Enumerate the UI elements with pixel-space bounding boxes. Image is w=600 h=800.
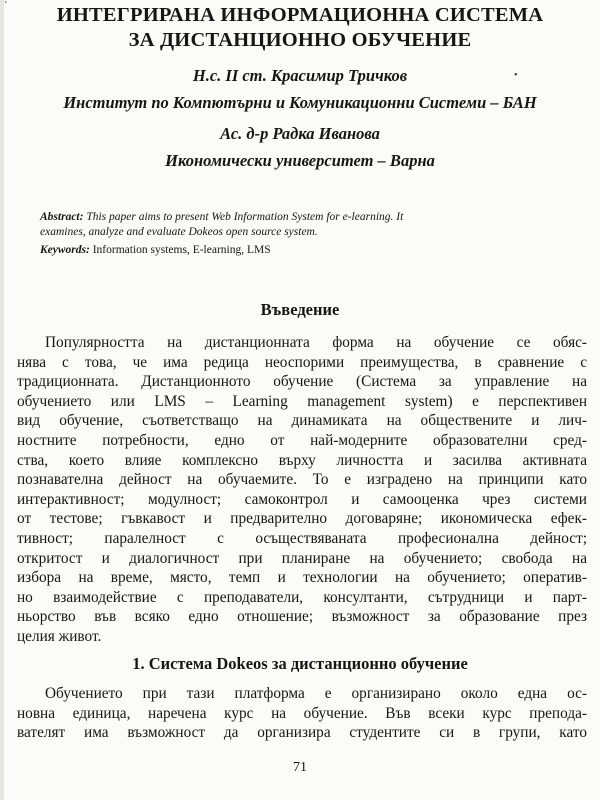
author-2-name: Ас. д-р Радка Иванова xyxy=(220,124,380,143)
abstract xyxy=(40,210,570,240)
section-heading-introduction: Въведение xyxy=(260,300,340,319)
paragraph-line: от тестове; гъвкавост и предварително договаряне; икономическа ефек- xyxy=(17,510,587,528)
paragraph-line: вид обучение, съответстващо на динамиката на обществените и лич- xyxy=(17,412,587,430)
paragraph-line: Популярността на дистанционната форма на обучение се обяс- xyxy=(45,334,587,351)
paragraph-line: интерактивност; модулност; самоконтрол и самооценка чрез системи xyxy=(17,490,587,508)
paper-title-line-2: ЗА ДИСТАНЦИОННО ОБУЧЕНИЕ xyxy=(128,29,472,51)
paragraph-line: традиционната. Дистанционното обучение (Система за управление на xyxy=(17,373,587,391)
paragraph-line: Обучението при тази платформа е организирано около една ос- xyxy=(45,685,587,702)
paragraph-line: но взаимодействие с преподаватели, консултанти, сътрудници и парт- xyxy=(17,588,587,606)
paragraph-line: обучението или LMS – Learning management system) е перспективен xyxy=(17,392,587,410)
paragraph-line: откритост и диалогичност при планиране на обучението; свобода на xyxy=(17,549,587,567)
keywords-text: Information systems, E-learning, LMS xyxy=(89,244,271,256)
paper-title-line-1: ИНТЕГРИРАНА ИНФОРМАЦИОННА СИСТЕМА xyxy=(56,4,544,26)
paragraph-line: вателят има възможност да организира студентите си в групи, като xyxy=(17,724,587,742)
author-1-name: Н.с. II ст. Красимир Тричков xyxy=(192,66,408,85)
keywords-label: Keywords: xyxy=(40,244,90,256)
keywords xyxy=(40,243,570,258)
section-heading-dokeos: 1. Система Dokeos за дистанционно обучение xyxy=(132,654,468,673)
paragraph-line: ностните потребности, едно от най-модерните образователни сред- xyxy=(17,432,587,449)
abstract-text-line-1: This paper aims to present Web Information System for e-learning. It xyxy=(83,211,404,223)
paragraph-line: ньорство във всяко едно отношение; възможност за образование през xyxy=(17,608,587,626)
scan-mark-top-left: ' xyxy=(5,0,7,11)
paragraph-line: целия живот. xyxy=(17,628,102,645)
scan-mark-top-right: • xyxy=(514,70,518,81)
author-1-affiliation: Институт по Компютърни и Комуникационни Системи – БАН xyxy=(63,93,537,112)
page-number: 71 xyxy=(293,760,307,775)
paragraph-line: нява с това, че има редица неоспорими преимущества, в сравнение с xyxy=(17,353,587,371)
abstract-label: Abstract: xyxy=(40,211,84,223)
paragraph-line: ства, което влияе комплексно върху личността и засилва активната xyxy=(17,451,587,469)
abstract-text-line-2: examines, analyze and evaluate Dokeos open source system. xyxy=(40,226,318,238)
paragraph-line: новна единица, наречена курс на обучение. Във всеки курс препода- xyxy=(17,704,587,722)
page-edge-shadow xyxy=(0,0,4,800)
paragraph-line: тивност; паралелност с осъществяваната професионална дейност; xyxy=(17,530,587,547)
author-2-affiliation: Икономически университет – Варна xyxy=(165,151,435,170)
paragraph-line: познавателна дейност на обучаемите. То е изградено на принципи като xyxy=(17,471,587,489)
paragraph-line: избора на време, място, темп и технологии на обучението; оператив- xyxy=(17,569,587,587)
